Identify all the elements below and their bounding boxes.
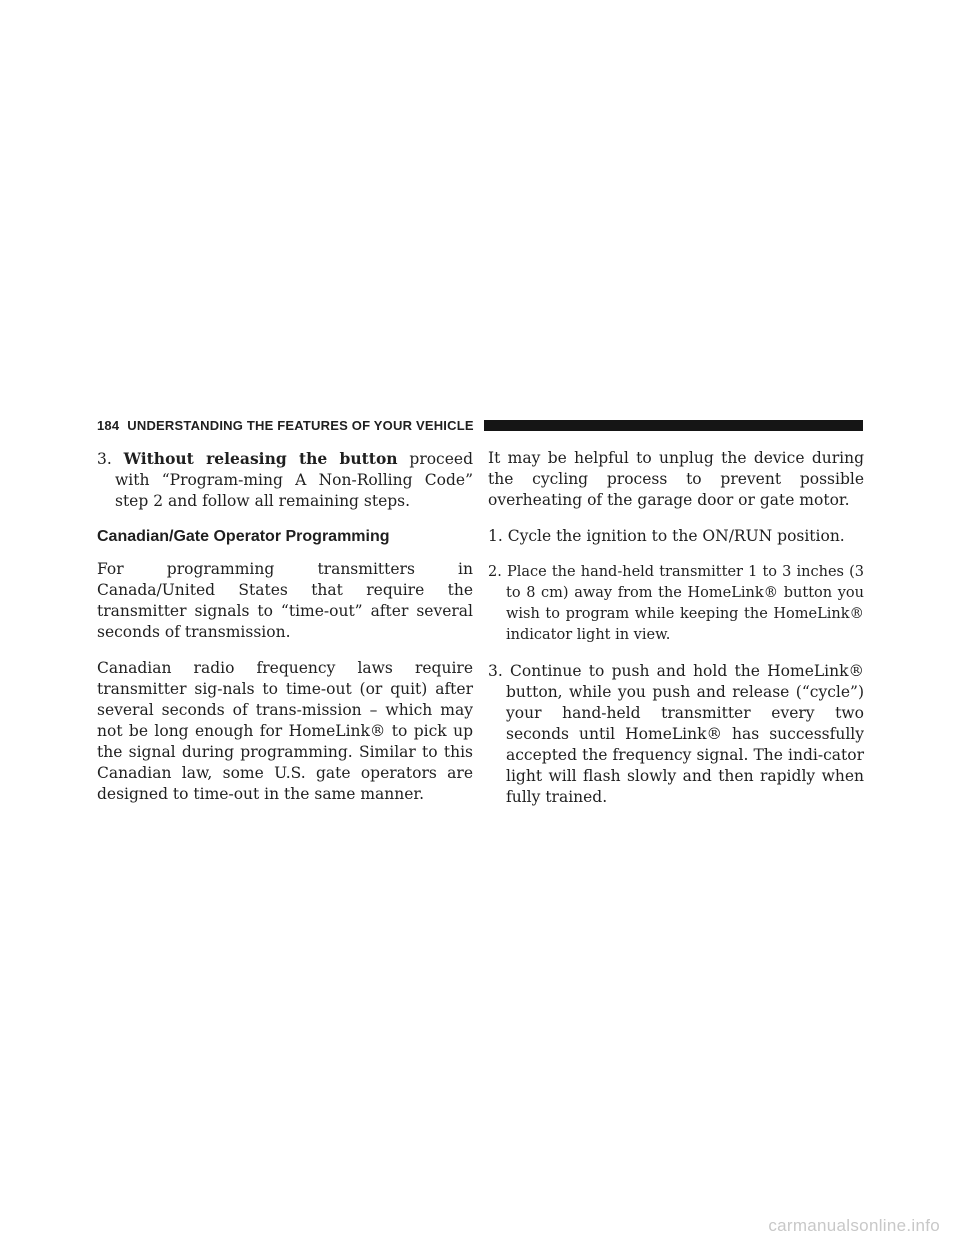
right-intro-paragraph: It may be helpful to unplug the device during the cycling process to prevent possible overheating of the garage door or gate motor. — [488, 449, 864, 509]
right-column — [488, 448, 864, 823]
right-step-2: 2. Place the hand-held transmitter 1 to 3 inches (3 to 8 cm) away from the HomeLink® button you wish to program while keeping the HomeLink® indicator light in view. — [488, 564, 864, 643]
left-column — [97, 448, 473, 820]
page-number: 184 — [97, 417, 120, 433]
page-header — [97, 416, 863, 434]
right-step-3: 3. Continue to push and hold the HomeLink® button, while you push and release (“cycle”) your hand-held transmitter every two seconds until HomeLink® has successfully accepted the frequency signal. The indi-cator light will flash slowly and then rapidly when fully trained. — [488, 662, 864, 806]
header-rule — [484, 420, 863, 431]
left-paragraph-1: For programming transmitters in Canada/United States that require the transmitter signals to “time-out” after several seconds of transmission. — [97, 560, 473, 641]
watermark: carmanualsonline.info — [768, 1216, 940, 1235]
left-step-3-text: proceed with “Program-ming A Non-Rolling Code” step 2 and follow all remaining steps. — [115, 450, 474, 510]
left-step-3-number: 3. — [97, 450, 112, 468]
section-heading: Canadian/Gate Operator Programming — [97, 528, 390, 545]
section-title: UNDERSTANDING THE FEATURES OF YOUR VEHICLE — [127, 417, 474, 433]
right-step-1: 1. Cycle the ignition to the ON/RUN position. — [488, 527, 845, 545]
left-paragraph-2: Canadian radio frequency laws require transmitter sig-nals to time-out (or quit) after several seconds of trans-mission – which may not be long enough for HomeLink® to pick up the signal during programming. Similar to this Canadian law, some U.S. gate operators are designed to time-out in the same manner. — [97, 659, 473, 803]
left-step-3-emphasis: Without releasing the button — [123, 449, 398, 468]
left-step-3 — [97, 448, 473, 512]
